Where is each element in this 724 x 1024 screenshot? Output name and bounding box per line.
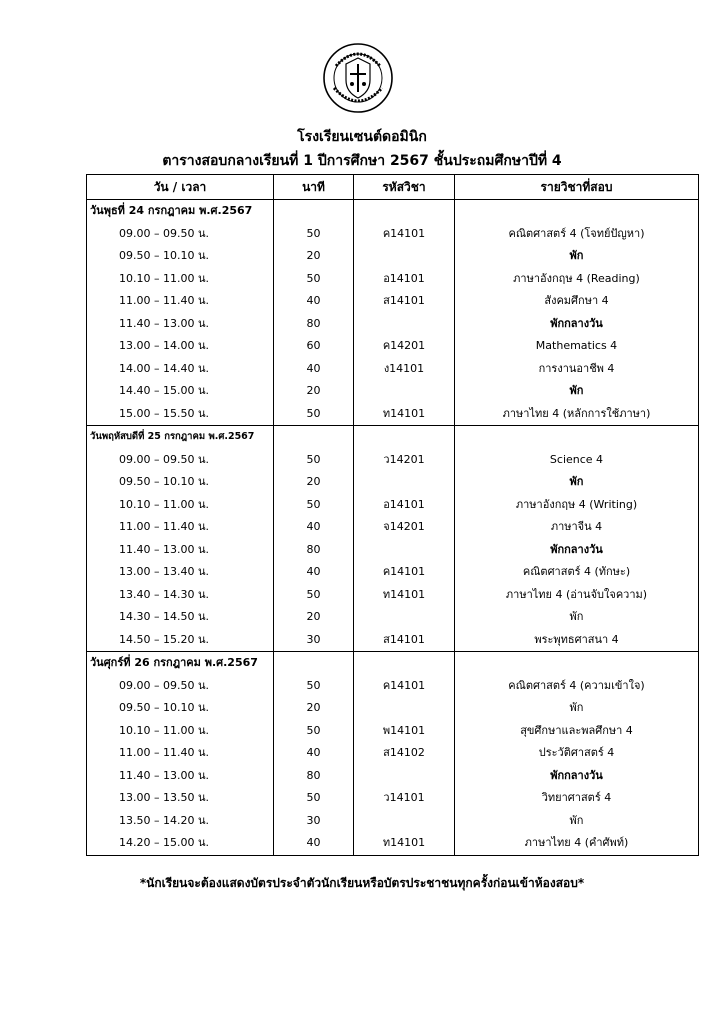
subject-cell: ภาษาจีน 4 [455,516,699,539]
subject-cell: ภาษาไทย 4 (หลักการใช้ภาษา) [455,403,699,426]
subject-cell: Science 4 [455,449,699,472]
minutes-cell: 50 [274,449,354,472]
time-cell: 09.50 – 10.10 น. [87,245,274,268]
empty-cell [455,200,699,223]
time-cell: 11.40 – 13.00 น. [87,313,274,336]
day-label: วันศุกร์ที่ 26 กรกฎาคม พ.ศ.2567 [87,652,274,675]
time-cell: 13.00 – 14.00 น. [87,335,274,358]
time-cell: 14.30 – 14.50 น. [87,606,274,629]
time-cell: 10.10 – 11.00 น. [87,268,274,291]
time-cell: 13.00 – 13.50 น. [87,787,274,810]
table-row [87,223,699,246]
code-cell: ท14101 [354,832,455,855]
table-row [87,358,699,381]
subject-cell: ภาษาอังกฤษ 4 (Reading) [455,268,699,291]
footer-note: *นักเรียนจะต้องแสดงบัตรประจำตัวนักเรียนหรือบัตรประชาชนทุกครั้งก่อนเข้าห้องสอบ* [139,876,585,890]
subject-cell: พระพุทธศาสนา 4 [455,629,699,652]
table-header-row [87,175,699,200]
subject-cell: วิทยาศาสตร์ 4 [455,787,699,810]
subject-cell: ภาษาไทย 4 (คำศัพท์) [455,832,699,855]
code-cell: ค14101 [354,675,455,698]
code-cell: ส14101 [354,290,455,313]
time-cell: 14.00 – 14.40 น. [87,358,274,381]
day-header-row [87,200,699,223]
header-subject: รายวิชาที่สอบ [455,175,699,200]
minutes-cell: 50 [274,720,354,743]
table-row [87,539,699,562]
minutes-cell: 20 [274,380,354,403]
code-cell: อ14101 [354,268,455,291]
time-cell: 11.00 – 11.40 น. [87,516,274,539]
code-cell: ง14101 [354,358,455,381]
day-label: วันพุธที่ 24 กรกฎาคม พ.ศ.2567 [87,200,274,223]
header-code: รหัสวิชา [354,175,455,200]
subject-cell: พักกลางวัน [455,765,699,788]
minutes-cell: 40 [274,832,354,855]
subject-cell: พัก [455,245,699,268]
table-row [87,832,699,855]
code-cell: ส14102 [354,742,455,765]
minutes-cell: 50 [274,403,354,426]
header-minutes: นาที [274,175,354,200]
time-cell: 13.00 – 13.40 น. [87,561,274,584]
time-cell: 14.20 – 15.00 น. [87,832,274,855]
code-cell: พ14101 [354,720,455,743]
code-cell: ส14101 [354,629,455,652]
code-cell: ท14101 [354,403,455,426]
table-row [87,697,699,720]
time-cell: 09.50 – 10.10 น. [87,471,274,494]
minutes-cell: 20 [274,245,354,268]
table-row [87,584,699,607]
empty-cell [354,426,455,449]
minutes-cell: 40 [274,561,354,584]
time-cell: 15.00 – 15.50 น. [87,403,274,426]
minutes-cell: 50 [274,223,354,246]
code-cell: ว14201 [354,449,455,472]
minutes-cell: 40 [274,358,354,381]
subject-cell: คณิตศาสตร์ 4 (ทักษะ) [455,561,699,584]
minutes-cell: 20 [274,697,354,720]
table-row [87,606,699,629]
code-cell: ว14101 [354,787,455,810]
code-cell [354,606,455,629]
time-cell: 11.00 – 11.40 น. [87,742,274,765]
subject-cell: ประวัติศาสตร์ 4 [455,742,699,765]
time-cell: 09.00 – 09.50 น. [87,449,274,472]
minutes-cell: 30 [274,629,354,652]
empty-cell [274,426,354,449]
subject-cell: พัก [455,380,699,403]
time-cell: 09.00 – 09.50 น. [87,223,274,246]
code-cell: จ14201 [354,516,455,539]
time-cell: 11.40 – 13.00 น. [87,539,274,562]
school-name: โรงเรียนเซนต์ดอมินิก [297,129,427,145]
table-row [87,675,699,698]
table-row [87,765,699,788]
table-row [87,629,699,652]
subject-cell: พัก [455,471,699,494]
code-cell: ค14101 [354,561,455,584]
subject-cell: พักกลางวัน [455,539,699,562]
table-row [87,810,699,833]
time-cell: 13.50 – 14.20 น. [87,810,274,833]
table-row [87,516,699,539]
code-cell [354,471,455,494]
empty-cell [455,652,699,675]
minutes-cell: 40 [274,290,354,313]
table-row [87,380,699,403]
minutes-cell: 40 [274,742,354,765]
minutes-cell: 80 [274,313,354,336]
table-row [87,561,699,584]
subject-cell: Mathematics 4 [455,335,699,358]
exam-schedule-table [86,174,699,856]
subject-cell: พัก [455,810,699,833]
time-cell: 09.00 – 09.50 น. [87,675,274,698]
empty-cell [354,652,455,675]
code-cell [354,697,455,720]
subject-cell: สุขศึกษาและพลศึกษา 4 [455,720,699,743]
code-cell [354,539,455,562]
minutes-cell: 30 [274,810,354,833]
code-cell [354,765,455,788]
table-row [87,403,699,426]
day-header-row [87,652,699,675]
table-row [87,787,699,810]
minutes-cell: 20 [274,606,354,629]
code-cell: อ14101 [354,494,455,517]
minutes-cell: 50 [274,268,354,291]
day-label: วันพฤหัสบดีที่ 25 กรกฎาคม พ.ศ.2567 [87,426,274,449]
table-row [87,471,699,494]
day-header-row [87,426,699,449]
minutes-cell: 60 [274,335,354,358]
subject-cell: คณิตศาสตร์ 4 (โจทย์ปัญหา) [455,223,699,246]
minutes-cell: 50 [274,584,354,607]
empty-cell [455,426,699,449]
empty-cell [274,652,354,675]
time-cell: 14.40 – 15.00 น. [87,380,274,403]
code-cell: ท14101 [354,584,455,607]
minutes-cell: 40 [274,516,354,539]
minutes-cell: 80 [274,539,354,562]
time-cell: 10.10 – 11.00 น. [87,720,274,743]
minutes-cell: 80 [274,765,354,788]
code-cell [354,245,455,268]
schedule-body [87,200,699,856]
document-title: ตารางสอบกลางเรียนที่ 1 ปีการศึกษา 2567 ชั้นประถมศึกษาปีที่ 4 [162,153,562,169]
subject-cell: ภาษาอังกฤษ 4 (Writing) [455,494,699,517]
header-time: วัน / เวลา [87,175,274,200]
time-cell: 14.50 – 15.20 น. [87,629,274,652]
subject-cell: พัก [455,606,699,629]
table-row [87,290,699,313]
subject-cell: ภาษาไทย 4 (อ่านจับใจความ) [455,584,699,607]
subject-cell: พัก [455,697,699,720]
minutes-cell: 20 [274,471,354,494]
code-cell [354,313,455,336]
table-row [87,245,699,268]
table-row [87,268,699,291]
minutes-cell: 50 [274,787,354,810]
time-cell: 11.00 – 11.40 น. [87,290,274,313]
table-row [87,720,699,743]
minutes-cell: 50 [274,494,354,517]
code-cell: ค14101 [354,223,455,246]
school-logo [322,42,394,114]
table-row [87,742,699,765]
code-cell [354,810,455,833]
subject-cell: สังคมศึกษา 4 [455,290,699,313]
table-row [87,494,699,517]
time-cell: 13.40 – 14.30 น. [87,584,274,607]
minutes-cell: 50 [274,675,354,698]
code-cell: ค14201 [354,335,455,358]
table-row [87,313,699,336]
time-cell: 11.40 – 13.00 น. [87,765,274,788]
table-row [87,335,699,358]
subject-cell: คณิตศาสตร์ 4 (ความเข้าใจ) [455,675,699,698]
time-cell: 10.10 – 11.00 น. [87,494,274,517]
time-cell: 09.50 – 10.10 น. [87,697,274,720]
subject-cell: พักกลางวัน [455,313,699,336]
subject-cell: การงานอาชีพ 4 [455,358,699,381]
empty-cell [354,200,455,223]
table-row [87,449,699,472]
empty-cell [274,200,354,223]
code-cell [354,380,455,403]
